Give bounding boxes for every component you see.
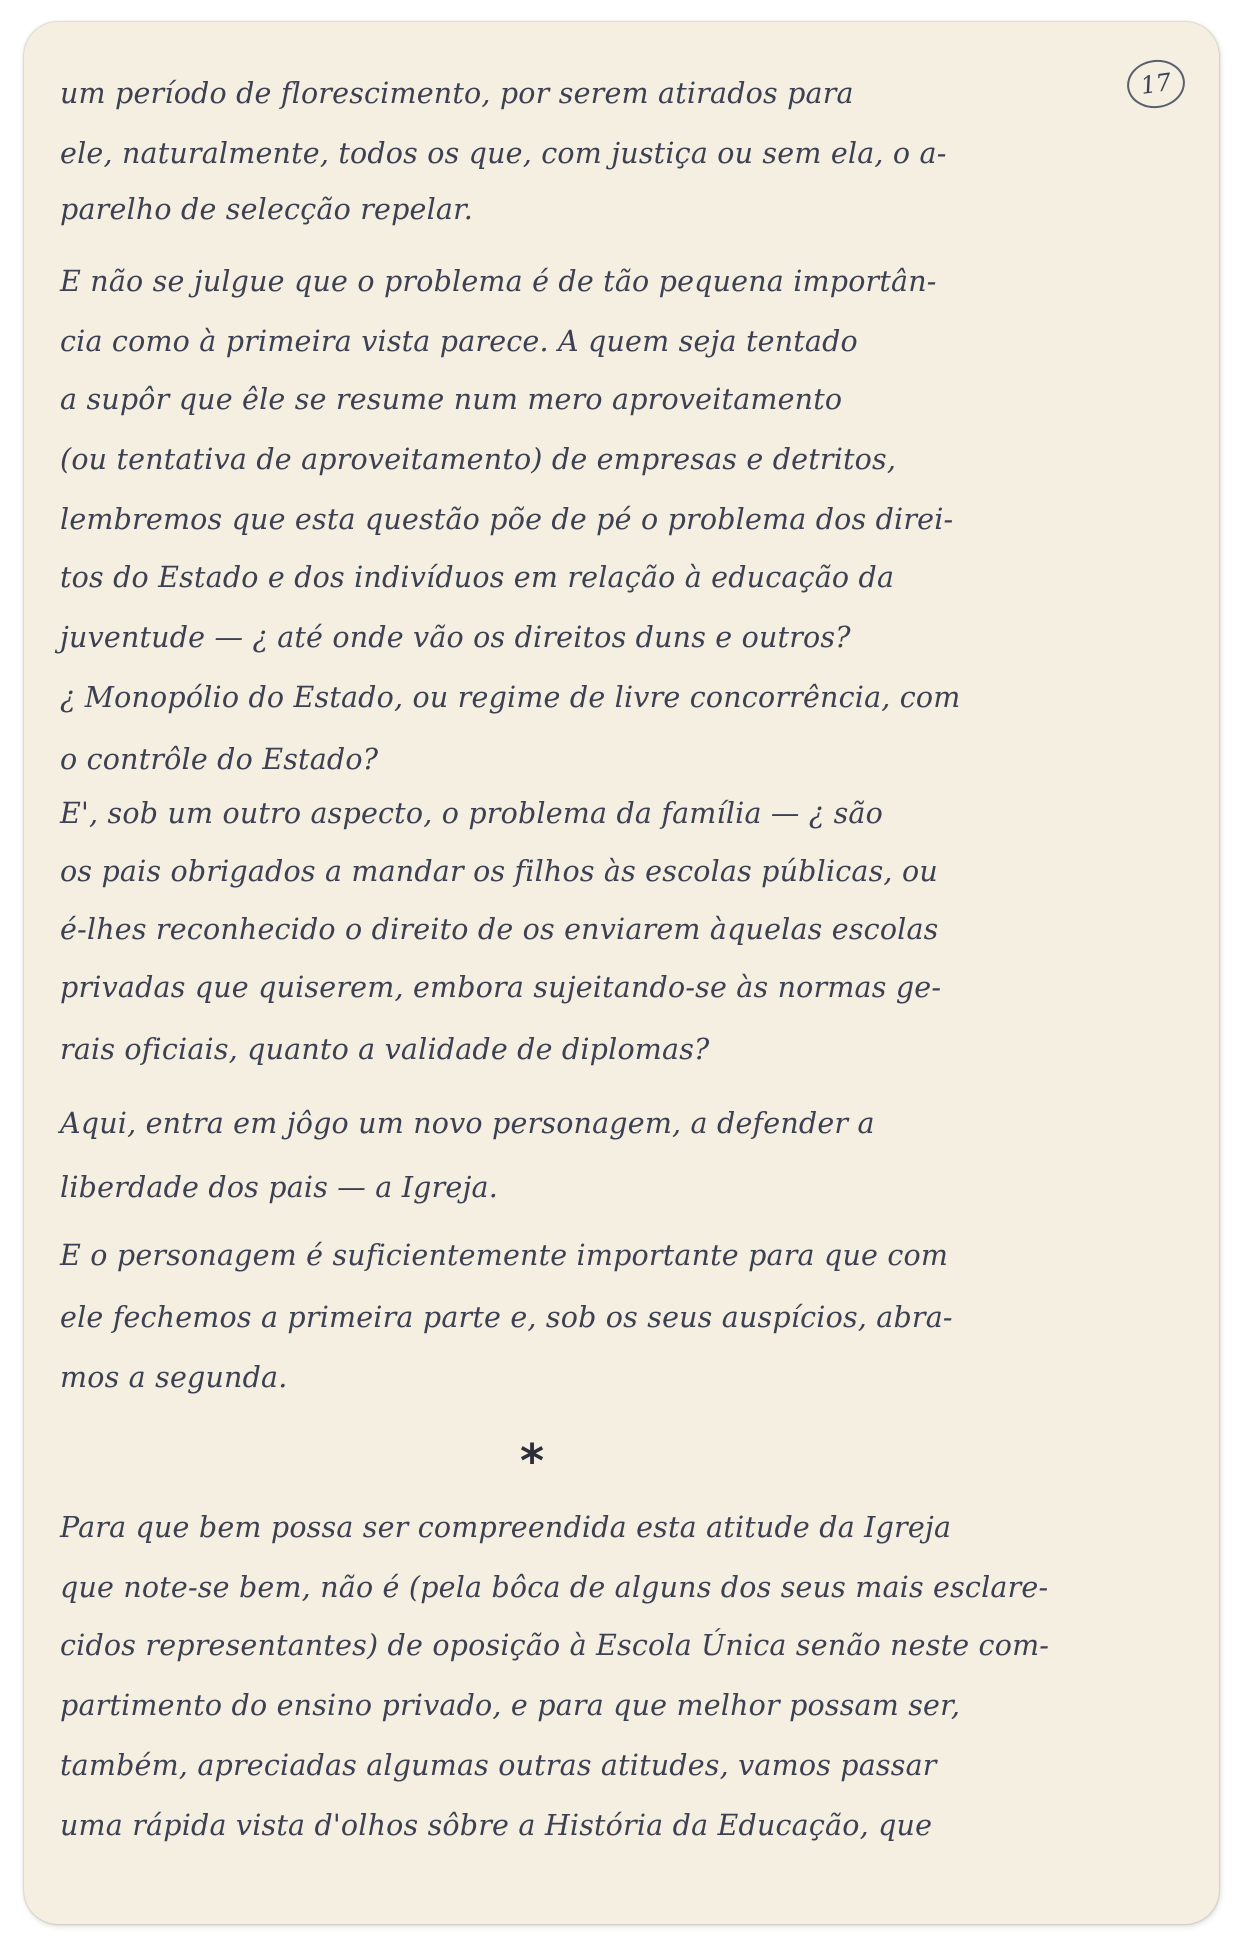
- page-number: 17: [1124, 56, 1188, 112]
- text-line: E não se julgue que o problema é de tão pequena importân-: [60, 265, 937, 298]
- text-line: os pais obrigados a mandar os filhos às escolas públicas, ou: [60, 855, 938, 888]
- text-line: E o personagem é suficientemente importante para que com: [60, 1239, 949, 1272]
- text-line: ele, naturalmente, todos os que, com justiça ou sem ela, o a-: [60, 137, 947, 170]
- text-line: parelho de selecção repelar.: [60, 193, 474, 226]
- text-line: cidos representantes) de oposição à Escola Única senão neste com-: [60, 1629, 1050, 1662]
- text-line: rais oficiais, quanto a validade de diplomas?: [60, 1033, 710, 1066]
- text-line: partimento do ensino privado, e para que melhor possam ser,: [60, 1689, 961, 1722]
- text-line: uma rápida vista d'olhos sôbre a História da Educação, que: [60, 1809, 933, 1842]
- text-line: ele fechemos a primeira parte e, sob os seus auspícios, abra-: [60, 1301, 953, 1334]
- text-line: lembremos que esta questão põe de pé o problema dos direi-: [60, 503, 954, 536]
- text-line: Aqui, entra em jôgo um novo personagem, a defender a: [60, 1107, 875, 1140]
- text-line: privadas que quiserem, embora sujeitando-se às normas ge-: [60, 971, 942, 1004]
- section-separator: *: [519, 1434, 545, 1488]
- manuscript-page: [24, 22, 1219, 1924]
- text-line: mos a segunda.: [60, 1361, 288, 1394]
- text-line: a supôr que êle se resume num mero aproveitamento: [60, 383, 843, 416]
- text-line: cia como à primeira vista parece. A quem seja tentado: [60, 325, 858, 358]
- text-line: é-lhes reconhecido o direito de os enviarem àquelas escolas: [60, 913, 939, 946]
- text-line: um período de florescimento, por serem atirados para: [60, 77, 854, 110]
- text-line: o contrôle do Estado?: [60, 743, 379, 776]
- text-line: tos do Estado e dos indivíduos em relação à educação da: [60, 561, 895, 594]
- text-line: ¿ Monopólio do Estado, ou regime de livre concorrência, com: [60, 681, 961, 714]
- text-line: (ou tentativa de aproveitamento) de empresas e detritos,: [60, 443, 897, 476]
- text-line: liberdade dos pais — a Igreja.: [60, 1171, 498, 1204]
- text-line: E', sob um outro aspecto, o problema da família — ¿ são: [60, 797, 883, 830]
- text-line: também, apreciadas algumas outras atitudes, vamos passar: [60, 1749, 937, 1782]
- text-line: juventude — ¿ até onde vão os direitos duns e outros?: [60, 621, 851, 654]
- text-line: que note-se bem, não é (pela bôca de alguns dos seus mais esclare-: [60, 1571, 1049, 1604]
- text-line: Para que bem possa ser compreendida esta atitude da Igreja: [60, 1511, 952, 1544]
